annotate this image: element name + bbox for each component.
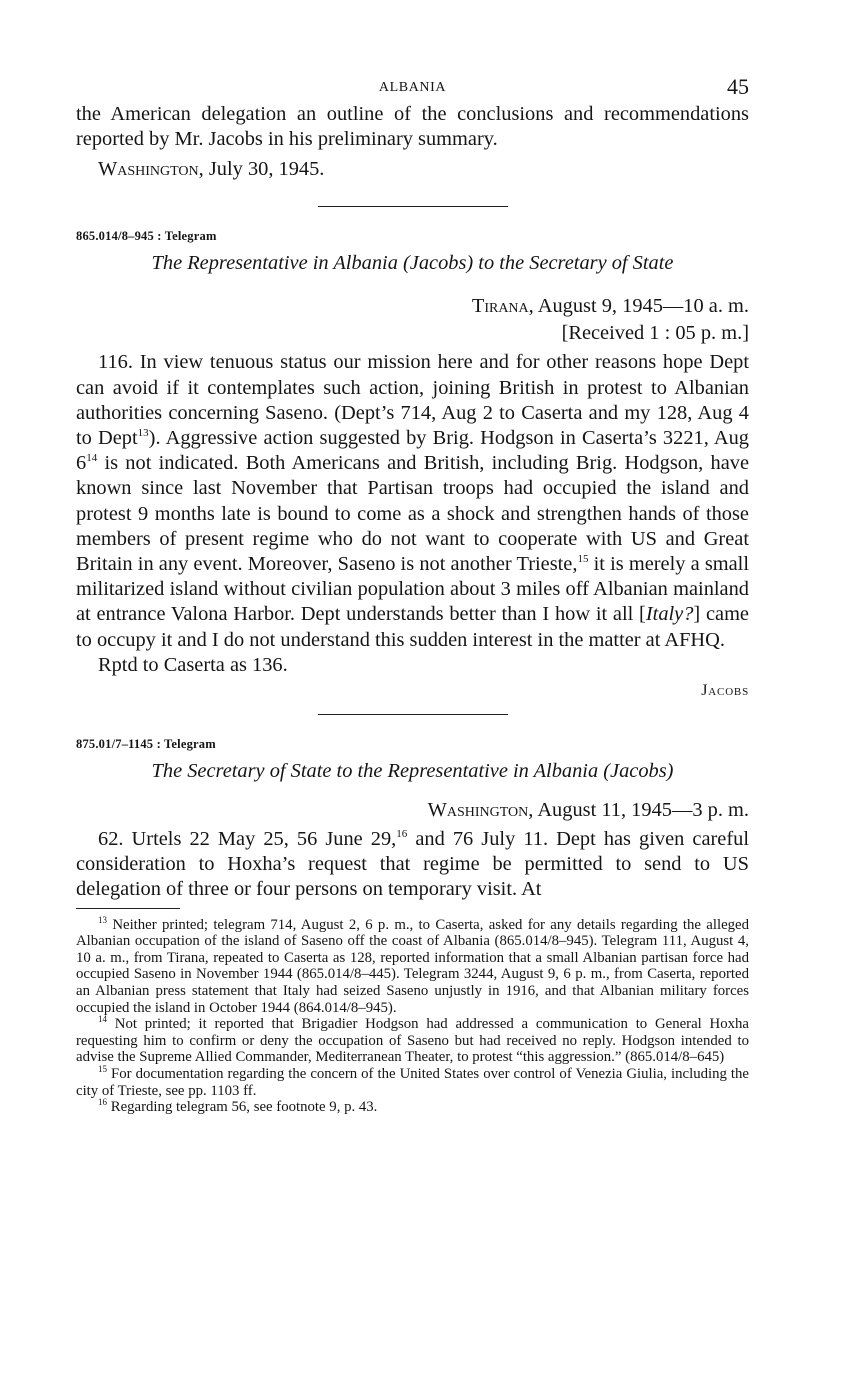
doc2-date: , August 11, 1945—3 p. m.: [528, 799, 749, 822]
doc2-place: Washington: [427, 799, 529, 822]
doc1-body-part-e: ] came to occupy it and I do not understand this sudden interest in the matter at AFHQ.: [76, 603, 749, 651]
footnote-ref-14[interactable]: 14: [86, 452, 98, 465]
doc1-received: [Received 1 : 05 p. m.]: [561, 322, 749, 345]
doc1-date: , August 9, 1945—10 a. m.: [528, 295, 749, 318]
doc1-place: Tirana: [471, 295, 529, 318]
footnote-number: 15: [98, 1064, 107, 1075]
footnote-13: [76, 914, 750, 1017]
document-page: [76, 74, 749, 1116]
footnote-16: [76, 1099, 749, 1116]
footnote-14: [76, 1016, 749, 1066]
doc2-body-part-a: 62. Urtels 22 May 25, 56 June 29,: [98, 828, 397, 851]
doc1-file-reference: 865.014/8–945 : Telegram: [76, 229, 217, 244]
intro-paragraph: the American delegation an outline of the conclusions and recommendations reported by Mr. Jacobs in his preliminary summary.: [76, 103, 749, 151]
footnote-text: Not printed; it reported that Brigadier Hodgson had addressed a communication to General Hoxha requesting him to confirm or deny the occupation of Saseno but had received no reply. Hodgson intended to advise the Supreme Allied Commander, Mediterranean Theater, to protest “this aggression.” (865.014/8–645): [76, 1016, 749, 1066]
doc1-body-part-c: is not indicated. Both Americans and British, including Brig. Hodgson, have known since last November that Partisan troops had occupied the island and protest 9 months late is bound to come as a shock and strengthen hands of those members of present regime who do not want to cooperate with US and Great Britain in any event. Moreover, Saseno is not another Trieste,: [76, 452, 749, 576]
doc2-dateline: [76, 798, 749, 823]
footnotes: [76, 914, 750, 1116]
footnote-15: [76, 1066, 749, 1099]
doc1-body-part-d: it is merely a small militarized island without civilian population about 3 miles off Albanian mainland at entrance Valona Harbor. Dept understands better than I how it all [: [76, 553, 749, 626]
doc1-body-part-b: ). Aggressive action suggested by Brig. Hodgson in Caserta’s 3221, Aug 6: [76, 427, 749, 475]
running-title: ALBANIA: [378, 80, 447, 95]
section-divider: [318, 206, 508, 207]
doc1-italy-insertion: Italy?: [645, 603, 694, 626]
doc1-body-part-a: 116. In view tenuous status our mission here and for other reasons hope Dept can avoid if it contemplates such action, joining British in protest to Albanian authorities concerning Saseno. (Dept’s 714, Aug 2 to Caserta and my 128, Aug 4 to Dept: [76, 351, 749, 450]
doc1-repeat-note: Rptd to Caserta as 136.: [98, 653, 288, 676]
footnote-number: 13: [98, 914, 107, 925]
doc2-file-reference: 875.01/7–1145 : Telegram: [76, 737, 216, 752]
doc2-body: [76, 827, 749, 903]
page-header: [76, 74, 749, 104]
footnote-text: Neither printed; telegram 714, August 2, 6 p. m., to Caserta, asked for any details regarding the alleged Albanian occupation of the island of Saseno off the coast of Albania (865.014/8–945). Telegram 111, August 4, 10 a. m., from Tirana, repeated to Caserta as 128, reported information that a small Albanian partisan force had occupied Saseno in November 1944 (865.014/8–445). Telegram 3244, August 9, 6 p. m., from Caserta, reported an Albanian press statement that Italy had seized Saseno unjustly in 1916, and that Albanian military forces occupied the island in October 1944 (864.014/8–945).: [76, 916, 750, 1016]
page-number: 45: [727, 74, 749, 99]
doc1-title: The Representative in Albania (Jacobs) to the Secretary of State: [151, 252, 674, 275]
footnote-divider: [76, 908, 180, 909]
footnote-text: For documentation regarding the concern of the United States over control of Venezia Giulia, including the city of Trieste, see pp. 1103 ff.: [76, 1066, 749, 1099]
footnote-ref-16[interactable]: 16: [396, 828, 408, 841]
doc2-title: The Secretary of State to the Representative in Albania (Jacobs): [151, 760, 674, 783]
doc2-body-part-b: and 76 July 11. Dept has given careful consideration to Hoxha’s request that regime be permitted to send to US delegation of three or four persons on temporary visit. At: [76, 828, 750, 901]
footnote-ref-15[interactable]: 15: [577, 553, 589, 566]
section-divider: [318, 714, 508, 715]
footnote-number: 16: [98, 1097, 107, 1108]
doc1-dateline: [76, 294, 749, 319]
intro-dateline: [98, 157, 749, 182]
doc1-body: [76, 350, 749, 652]
intro-place: Washington: [98, 158, 199, 181]
footnote-number: 14: [98, 1014, 107, 1025]
footnote-text: Regarding telegram 56, see footnote 9, p. 43.: [110, 1099, 378, 1116]
footnote-ref-13[interactable]: 13: [137, 427, 149, 440]
doc1-signature: Jacobs: [701, 682, 749, 700]
intro-date: , July 30, 1945.: [198, 158, 325, 181]
